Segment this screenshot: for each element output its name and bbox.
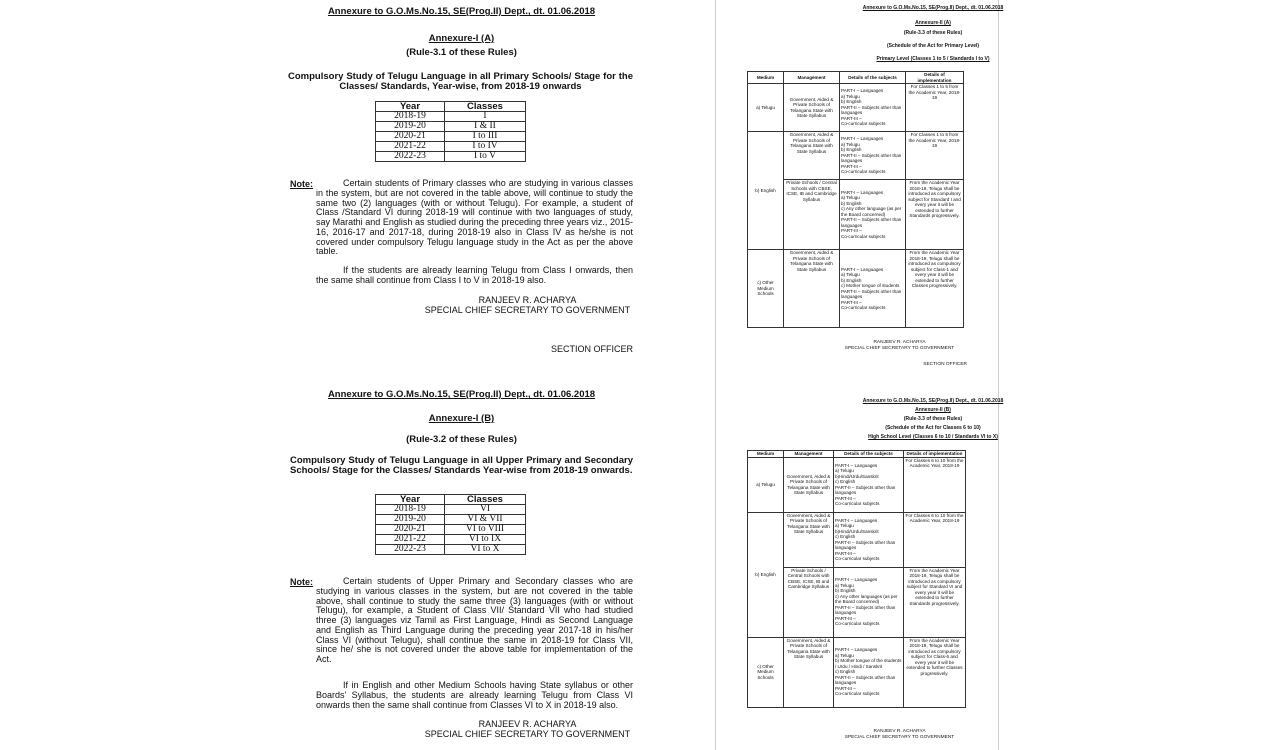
medium-cell: a) Telugu (748, 84, 784, 132)
table-row (376, 142, 526, 152)
management-cell: Private Schools / Central Schools with CBSE, ICSE, IB and Cambridge Syllabus (784, 180, 840, 250)
classes-column-header: Classes (445, 495, 526, 505)
implementation-cell: From the Academic Year 2018-19, Telugu shall be introduced as compulsory subject for Class-6 and every year it will be extended to further Classes progressively. (904, 637, 966, 707)
signatory-name: RANJEEV R. ACHARYA (478, 295, 577, 305)
level-label: Primary Level (Classes 1 to 5 / Standards I to V) (876, 56, 990, 62)
classes-cell: I to III (445, 132, 526, 142)
year-cell: 2021-22 (376, 142, 445, 152)
rule-reference: (Rule-3.3 of these Rules) (903, 30, 963, 36)
table-row (376, 132, 526, 142)
classes-cell: VI to VIII (445, 525, 526, 535)
subjects-cell: PART-I – Languages a) Telugu b) English PART-II – Subjects other than languages PART-III – Co-curricular subjects (840, 84, 906, 132)
table-row (748, 637, 966, 707)
annexure-header: Annexure to G.O.Ms.No.15, SE(Prog.II) Dept., dt. 01.06.2018 (862, 5, 1004, 11)
table-row (376, 152, 526, 162)
schedule-table (747, 71, 964, 328)
medium-cell: c) Other Medium Schools (748, 250, 784, 328)
year-classes-table (375, 494, 526, 555)
management-column-header: Management (784, 72, 840, 84)
subjects-cell: PART-I – Languages a) Telugu b) English c) Mother tongue of students PART-II – Subjects other than languages PART-III – Co-curricular subjects (840, 250, 906, 328)
subjects-column-header: Details of the subjects (834, 451, 904, 458)
subjects-cell: PART-I – Languages a) Telugu b) English c) Any other language (as per the Board concerned) PART-II – Subjects other than languages PART-III – Co-curricular subjects (840, 180, 906, 250)
section-title: Compulsory Study of Telugu Language in all Primary Schools/ Stage for the Classes/ Standards, Year-wise, from 2018-19 onwards (288, 71, 633, 92)
medium-column-header: Medium (748, 451, 784, 458)
table-row (748, 512, 966, 567)
classes-cell: VI to X (445, 545, 526, 555)
classes-cell: I & II (445, 122, 526, 132)
table-header-row (376, 495, 526, 505)
implementation-cell: For Classes 6 to 10 from the Academic Year, 2018-19 (904, 457, 966, 512)
schedule-label: (Schedule of the Act for Classes 6 to 10) (885, 425, 981, 431)
management-cell: Government, Aided & Private Schools of Telangana State with State Syllabus (784, 637, 834, 707)
medium-cell: b) English (748, 132, 784, 250)
table-row (748, 84, 964, 132)
year-cell: 2020-21 (376, 132, 445, 142)
classes-column-header: Classes (445, 102, 526, 112)
classes-cell: I to V (445, 152, 526, 162)
management-cell: Government, Aided & Private Schools of Telangana State with State Syllabus (784, 132, 840, 180)
management-cell: Government, Aided & Private Schools of Telangana State with State Syllabus (784, 512, 834, 567)
medium-cell: c) Other Medium Schools (748, 637, 784, 707)
subjects-cell: PART-I – Languages a) Telugu b)Hindi/Urdu/Sanskrit c) English PART-II – Subjects other than languages PART-III – Co-curricular subjects (834, 457, 904, 512)
annexure-title: Annexure-II (A) (915, 20, 951, 26)
implementation-cell: For Classes 1 to 5 from the Academic Year, 2018-19 (906, 84, 964, 132)
table-row (376, 545, 526, 555)
year-cell: 2018-19 (376, 505, 445, 515)
note-paragraph: Certain students of Upper Primary and Secondary classes who are studying in various classes in the system, but are not covered in the table above, shall continue to study the same three (3) languages (with or without Telugu), for example, a Student of Class VII/ Standard VII who had studied three (3) languages viz Tamil as First Language, Hindi as Second Language and English as Third Language during the preceding year 2017-18 in his/her Class VI (without Telugu), shall continue the same in 2018-19 for Class VII, since he/ she is not covered under the above table for implementation of the Act. (316, 576, 633, 664)
year-cell: 2021-22 (376, 535, 445, 545)
rule-reference: (Rule-3.2 of these Rules) (406, 434, 517, 445)
annexure-header: Annexure to G.O.Ms.No.15, SE(Prog.II) Dept., dt. 01.06.2018 (327, 389, 596, 400)
table-row (376, 122, 526, 132)
management-cell: Government, Aided & Private Schools of Telangana State with State Syllabus (784, 250, 840, 328)
management-column-header: Management (784, 451, 834, 458)
subjects-cell: PART-I – Languages a) Telugu b) Mother tongue of the students / Urdu / Hindi / Sanskrit c) English PART-II – Subjects other than languages PART-III – Co-curricular subjects (834, 637, 904, 707)
management-cell: Government, Aided & Private Schools of Telangana State with State Syllabus (784, 84, 840, 132)
level-label: High School Level (Classes 6 to 10 / Standards VI to X) (868, 434, 998, 440)
signatory-title: SPECIAL CHIEF SECRETARY TO GOVERNMENT (424, 729, 631, 739)
table-row (748, 132, 964, 180)
implementation-cell: From the Academic Year 2018-19, Telugu shall be introduced as compulsory subject for Class-1 and every year it will be extended to further Classes progressively. (906, 250, 964, 328)
continuation-paragraph: If the students are already learning Telugu from Class I onwards, then the same shall continue from Class I to V in 2018-19 also. (316, 265, 633, 285)
year-cell: 2022-23 (376, 545, 445, 555)
annexure-header: Annexure to G.O.Ms.No.15, SE(Prog.II) Dept., dt. 01.06.2018 (327, 6, 596, 17)
management-cell: Government, Aided & Private Schools of Telangana State with State Syllabus (784, 457, 834, 512)
classes-cell: VI & VII (445, 515, 526, 525)
year-cell: 2020-21 (376, 525, 445, 535)
signatory-title: SPECIAL CHIEF SECRETARY TO GOVERNMENT (424, 305, 631, 315)
classes-cell: I to IV (445, 142, 526, 152)
medium-cell: b) English (748, 512, 784, 637)
schedule-label: (Schedule of the Act for Primary Level) (886, 43, 980, 49)
signatory-name: RANJEEV R. ACHARYA (478, 719, 577, 729)
signatory-name: RANJEEV R. ACHARYA (873, 729, 926, 734)
management-cell: Private Schools / Central Schools with CBSE, ICSE, IB and Cambridge Syllabus (784, 567, 834, 637)
year-cell: 2018-19 (376, 112, 445, 122)
table-row (376, 112, 526, 122)
year-classes-table (375, 101, 526, 162)
implementation-cell: For Classes 6 to 10 from the Academic Year, 2018-19 (904, 512, 966, 567)
annexure-title: Annexure-I (B) (428, 413, 495, 424)
section-officer-label: SECTION OFFICER (923, 362, 967, 367)
table-row (376, 505, 526, 515)
classes-cell: VI (445, 505, 526, 515)
signatory-title: SPECIAL CHIEF SECRETARY TO GOVERNMENT (844, 346, 955, 351)
subjects-cell: PART-I – Languages a) Telugu b) English PART-II – Subjects other than languages PART-III – Co-curricular subjects (840, 132, 906, 180)
implementation-cell: From the Academic Year 2018-19, Telugu shall be introduced as compulsory subject for Standard VI and every year it will be extended to further Standards progressively. (904, 567, 966, 637)
classes-cell: I (445, 112, 526, 122)
year-column-header: Year (376, 102, 445, 112)
section-title: Compulsory Study of Telugu Language in all Upper Primary and Secondary Schools/ Stage for the Classes/ Standards Year-wise from 2018-19 onwards. (290, 455, 633, 476)
implementation-column-header: Details of implementation (904, 451, 966, 458)
right-page (717, 0, 1004, 750)
note-paragraph: Certain students of Primary classes who are studying in various classes in the system, but are not covered in the table above, will continue to study the same two (2) languages (with or without Telugu). For example, a student of Class /Standard VI during 2018-19 will continue with two languages of study, say Marathi and English as studied during the preceding three years viz., 2015-16, 2016-17 and 2017-18, during 2018-19 also in Class IV as he/she is not covered under compulsory Telugu language study in the Act as per the above table. (316, 178, 633, 257)
medium-column-header: Medium (748, 72, 784, 84)
year-cell: 2022-23 (376, 152, 445, 162)
annexure-header: Annexure to G.O.Ms.No.15, SE(Prog.II) Dept., dt. 01.06.2018 (862, 398, 1004, 404)
note-label: Note: (290, 577, 313, 587)
signatory-title: SPECIAL CHIEF SECRETARY TO GOVERNMENT (844, 735, 955, 740)
continuation-paragraph: If in English and other Medium Schools having State syllabus or other Boards' Syllabus, the students are already learning Telugu from Class VI onwards then the same shall continue from Classes VI to X in 2018-19 also. (316, 680, 633, 710)
classes-cell: VI to IX (445, 535, 526, 545)
table-header-row (748, 72, 964, 84)
year-cell: 2019-20 (376, 515, 445, 525)
annexure-title: Annexure-I (A) (428, 33, 495, 44)
table-row (376, 515, 526, 525)
rule-reference: (Rule-3.1 of these Rules) (406, 47, 517, 58)
year-cell: 2019-20 (376, 122, 445, 132)
signatory-name: RANJEEV R. ACHARYA (873, 340, 926, 345)
implementation-column-header: Details of implementation (906, 72, 964, 84)
schedule-table (747, 450, 966, 708)
implementation-cell: From the Academic Year 2018-19, Telugu shall be introduced as compulsory subject for Standard I and every year it will be extended to further Standards progressively. (906, 180, 964, 250)
subjects-cell: PART-I – Languages a) Telugu b) English c) Any other languages (as per the Board concerned) PART-II – Subjects other than languages PART-III – Co-curricular subjects (834, 567, 904, 637)
implementation-cell: For Classes 1 to 5 from the Academic Year, 2018-19 (906, 132, 964, 180)
table-row (376, 525, 526, 535)
note-label: Note: (290, 179, 313, 189)
rule-reference: (Rule-3.3 of these Rules) (903, 416, 963, 422)
table-row (376, 535, 526, 545)
year-column-header: Year (376, 495, 445, 505)
subjects-column-header: Details of the subjects (840, 72, 906, 84)
table-row (748, 457, 966, 512)
table-row (748, 250, 964, 328)
section-officer-label: SECTION OFFICER (550, 344, 633, 354)
annexure-title: Annexure-II (B) (915, 407, 951, 413)
table-header-row (376, 102, 526, 112)
subjects-cell: PART-I – Languages a) Telugu b)Hindi/Urdu/Sanskrit c) English PART-II – Subjects other than languages PART-III – Co-curricular subjects (834, 512, 904, 567)
medium-cell: a) Telugu (748, 457, 784, 512)
page-divider (715, 0, 716, 750)
